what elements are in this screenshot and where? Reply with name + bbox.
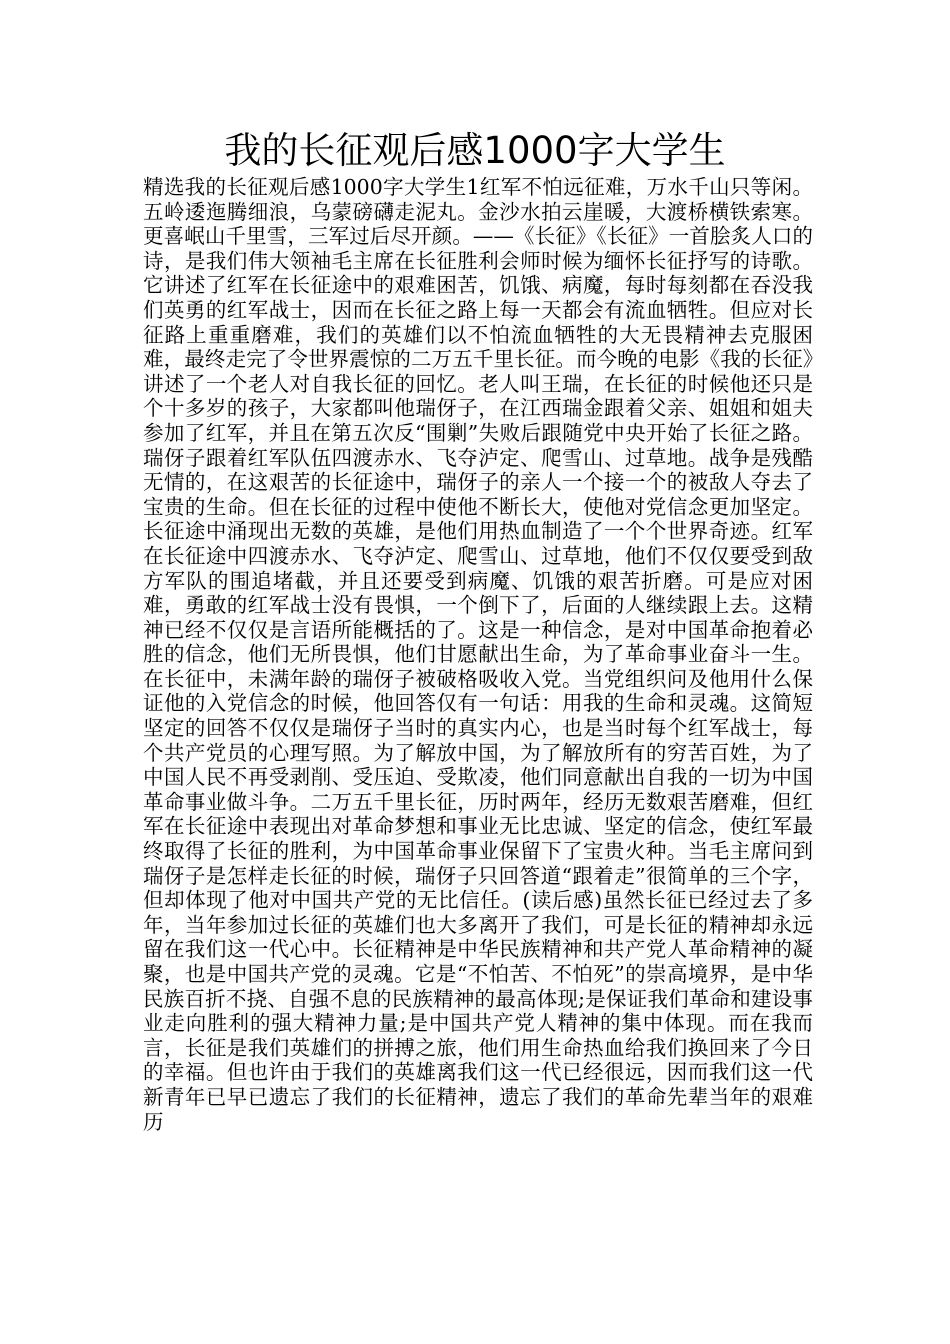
document-body-text: 精选我的长征观后感1000字大学生1红军不怕远征难，万水千山只等闲。五岭逶迤腾细浪，乌蒙磅礴走泥丸。金沙水拍云崖暖，大渡桥横铁索寒。更喜岷山千里雪，三军过后尽开颜。——《长征》《长征》一首脍炙人口的诗，是我们伟大领袖毛主席在长征胜利会师时候为缅怀长征抒写的诗歌。它讲述了红军在长征途中的艰难困苦，饥饿、病魔，每时每刻都在吞没我们英勇的红军战士，因而在长征之路上每一天都会有流血牺牲。但应对长征路上重重磨难，我们的英雄们以不怕流血牺牲的大无畏精神去克服困难，最终走完了令世界震惊的二万五千里长征。而今晚的电影《我的长征》讲述了一个老人对自我长征的回忆。老人叫王瑞，在长征的时候他还只是个十多岁的孩子，大家都叫他瑞伢子，在江西瑞金跟着父亲、姐姐和姐夫参加了红军，并且在第五次反“围剿”失败后跟随党中央开始了长征之路。瑞伢子跟着红军队伍四渡赤水、飞夺泸定、爬雪山、过草地。战争是残酷无情的，在这艰苦的长征途中，瑞伢子的亲人一个接一个的被敌人夺去了宝贵的生命。但在长征的过程中使他不断长大，使他对党信念更加坚定。长征途中涌现出无数的英雄，是他们用热血制造了一个个世界奇迹。红军在长征途中四渡赤水、飞夺泸定、爬雪山、过草地，他们不仅仅要受到敌方军队的围追堵截，并且还要受到病魔、饥饿的艰苦折磨。可是应对困难，勇敢的红军战士没有畏惧，一个倒下了，后面的人继续跟上去。这精神已经不仅仅是言语所能概括的了。这是一种信念，是对中国革命抱着必胜的信念，他们无所畏惧，他们甘愿献出生命，为了革命事业奋斗一生。在长征中，未满年龄的瑞伢子被破格吸收入党。当党组织问及他用什么保证他的入党信念的时候，他回答仅有一句话：用我的生命和灵魂。这简短坚定的回答不仅仅是瑞伢子当时的真实内心，也是当时每个红军战士，每个共产党员的心理写照。为了解放中国，为了解放所有的穷苦百姓，为了中国人民不再受剥削、受压迫、受欺凌，他们同意献出自我的一切为中国革命事业做斗争。二万五千里长征，历时两年，经历无数艰苦磨难，但红军在长征途中表现出对革命梦想和事业无比忠诚、坚定的信念，使红军最终取得了长征的胜利，为中国革命事业保留下了宝贵火种。当毛主席问到瑞伢子是怎样走长征的时候，瑞伢子只回答道“跟着走”很简单的三个字，但却体现了他对中国共产党的无比信任。(读后感)虽然长征已经过去了多年，当年参加过长征的英雄们也大多离开了我们，可是长征的精神却永远留在我们这一代心中。长征精神是中华民族精神和共产党人革命精神的凝聚，也是中国共产党的灵魂。它是“不怕苦、不怕死”的崇高境界，是中华民族百折不挠、自强不息的民族精神的最高体现;是保证我们革命和建设事业走向胜利的强大精神力量;是中国共产党人精神的集中体现。而在我而言，长征是我们英雄们的拼搏之旅，他们用生命热血给我们换回来了今日的幸福。但也许由于我们的英雄离我们这一代已经很远，因而我们这一代新青年已早已遗忘了我们的长征精神，遗忘了我们的革命先辈当年的艰难历	[143, 175, 813, 1134]
document-title: 我的长征观后感1000字大学生	[224, 129, 726, 172]
